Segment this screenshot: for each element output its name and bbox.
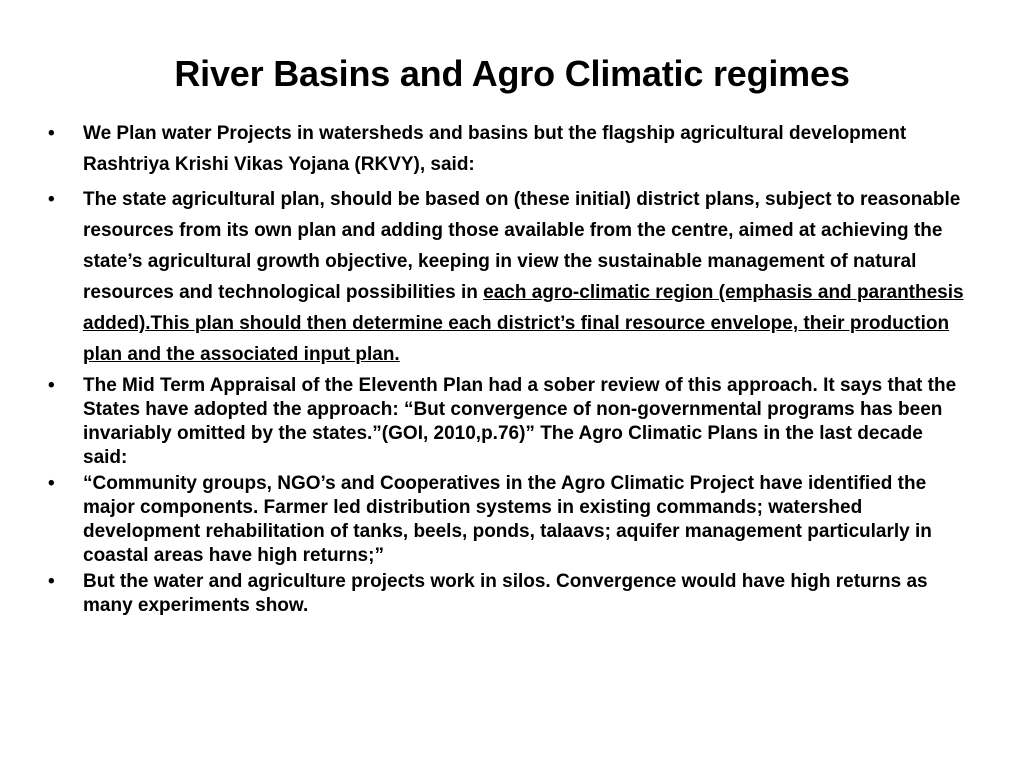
bullet-text: We Plan water Projects in watersheds and basins but the flagship agricultural development Rashtriya Krishi Vikas Yojana (RKVY), said:	[83, 123, 907, 175]
bullet-item	[48, 184, 968, 370]
bullet-icon: •	[48, 571, 55, 592]
bullet-item	[48, 472, 968, 568]
bullet-item	[48, 374, 968, 470]
bullet-item	[48, 118, 968, 180]
bullet-text: The Mid Term Appraisal of the Eleventh Plan had a sober review of this approach. It says that the States have adopted the approach: “But convergence of non-governmental programs has been invariably omitted by the states.”(GOI, 2010,p.76)” The Agro Climatic Plans in the last decade said:	[83, 375, 957, 468]
slide-title: River Basins and Agro Climatic regimes	[174, 53, 850, 94]
bullet-icon: •	[48, 189, 55, 210]
bullet-text: The state agricultural plan, should be based on (these initial) district plans, subject to reasonable resources from its own plan and adding those available from the centre, aimed at achieving the state’s agricultural growth objective, keeping in view the sustainable management of natural resources and technological possibilities in	[83, 189, 961, 303]
bullet-text: But the water and agriculture projects work in silos. Convergence would have high returns as many experiments show.	[83, 571, 928, 616]
bullet-underlined-text: each agro-climatic region (emphasis and paranthesis added).This plan should then determine each district’s final resource envelope, their production plan and the associated input plan.	[83, 282, 964, 365]
bullet-icon: •	[48, 123, 55, 144]
bullet-text: “Community groups, NGO’s and Cooperatives in the Agro Climatic Project have identified the major components. Farmer led distribution systems in existing commands; watershed development rehabilitation of tanks, beels, ponds, talaavs; aquifer management particularly in coastal areas have high returns;”	[83, 473, 932, 566]
bullet-list	[48, 118, 968, 620]
bullet-icon: •	[48, 375, 55, 396]
bullet-icon: •	[48, 473, 55, 494]
bullet-item	[48, 570, 968, 618]
